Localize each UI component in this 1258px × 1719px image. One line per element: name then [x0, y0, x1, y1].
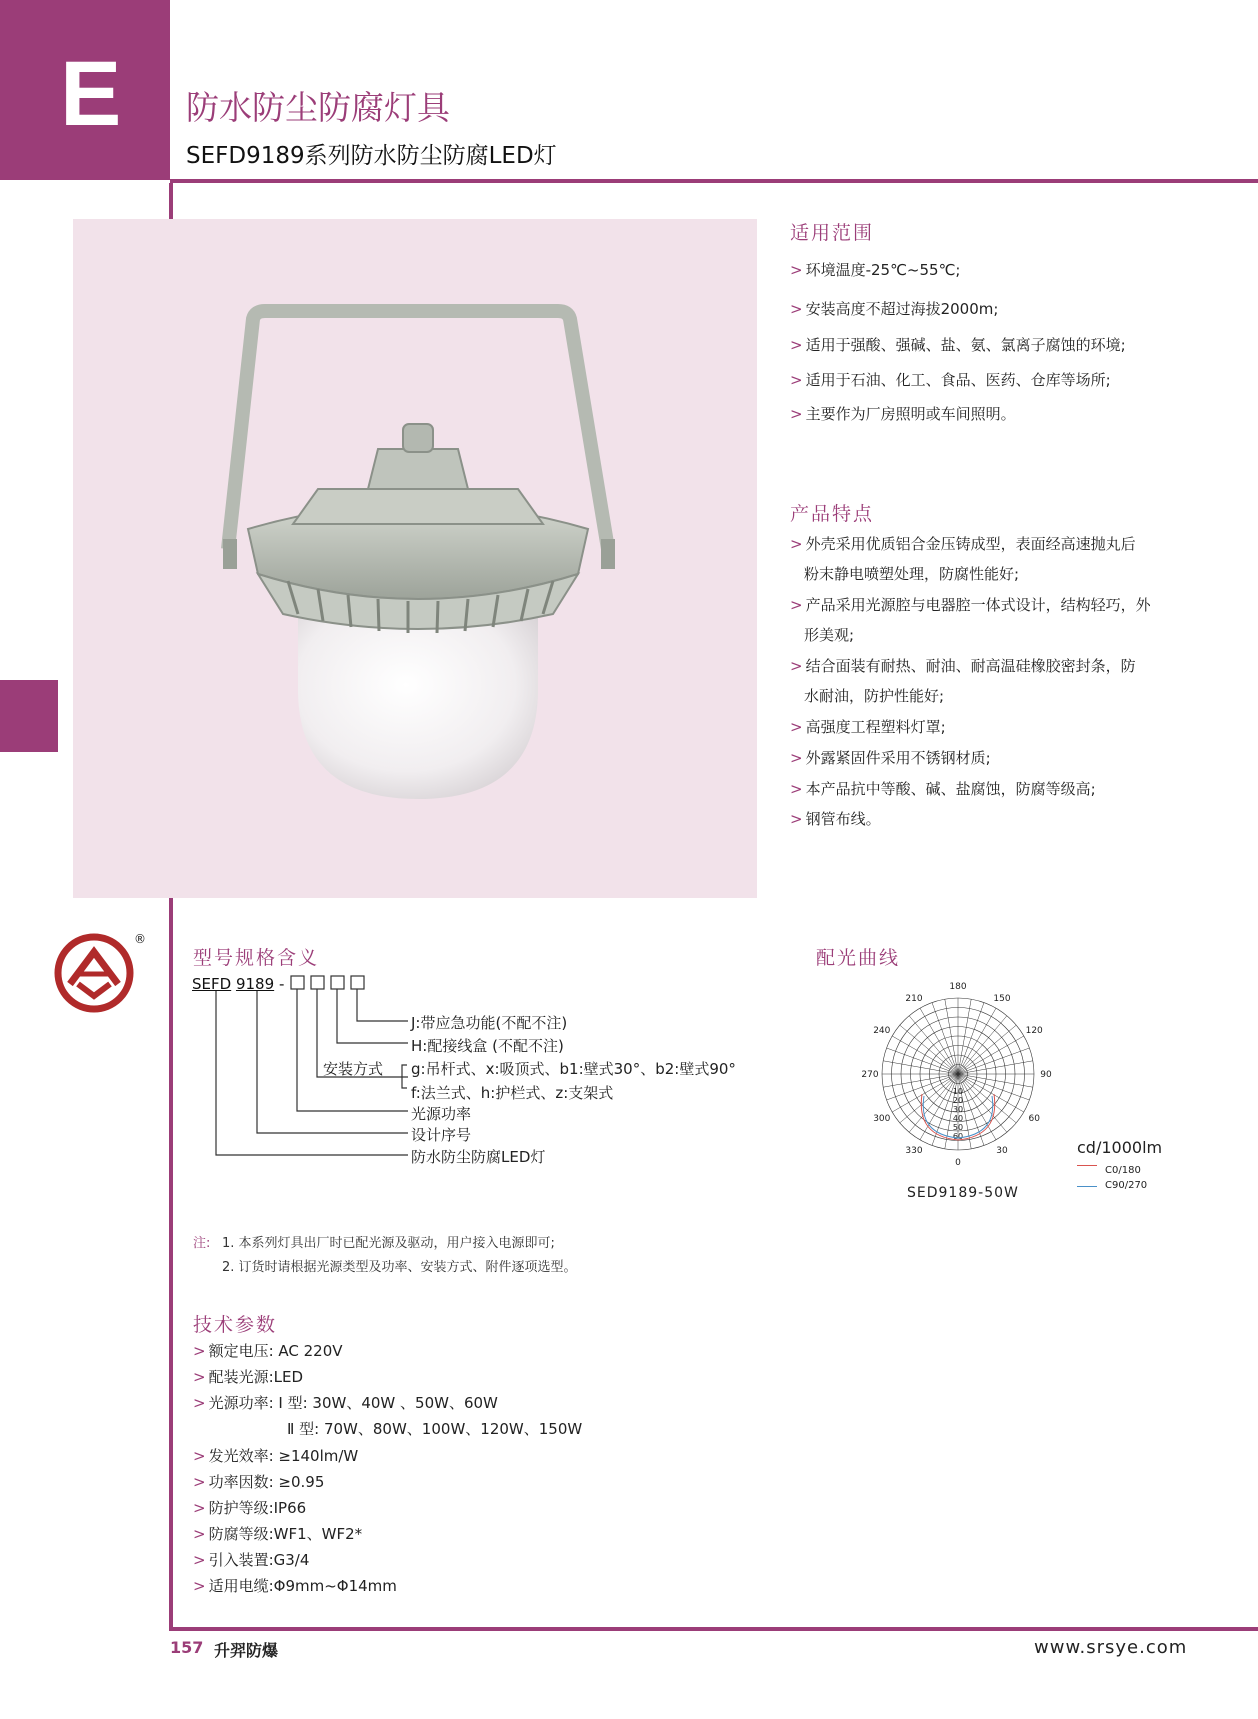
- feature-item: > 本产品抗中等酸、碱、盐腐蚀，防腐等级高;: [790, 780, 1096, 798]
- section-tab: [0, 0, 170, 180]
- angle-label: 30: [996, 1146, 1008, 1157]
- product-photo: [73, 219, 757, 898]
- legend-c0: C0/180: [1105, 1165, 1141, 1176]
- footer-website[interactable]: www.srsye.com: [1034, 1637, 1188, 1658]
- model-series: 9189: [235, 975, 275, 993]
- scope-heading: 适用范围: [790, 222, 875, 244]
- vertical-rule-top: [169, 183, 173, 219]
- model-desc-design: 设计序号: [411, 1126, 472, 1144]
- legend-c0-line: [1077, 1165, 1097, 1166]
- model-desc-h: H:配接线盒 (不配不注): [411, 1037, 564, 1055]
- param-item: > 防护等级:IP66: [193, 1499, 307, 1517]
- param-item: > 引入装置:G3/4: [193, 1551, 310, 1569]
- vertical-rule-bottom: [169, 898, 173, 1631]
- page-number: 157: [170, 1638, 204, 1657]
- registered-mark: ®: [134, 932, 146, 946]
- param-item: > 额定电压: AC 220V: [193, 1342, 343, 1360]
- param-item: > 配装光源:LED: [193, 1368, 304, 1386]
- legend-c90: C90/270: [1105, 1180, 1148, 1191]
- company-logo: [50, 932, 140, 1014]
- model-heading: 型号规格含义: [193, 947, 320, 969]
- angle-label: 210: [905, 993, 923, 1004]
- curve-caption: SED9189-50W: [907, 1185, 1019, 1201]
- page-subtitle: SEFD9189系列防水防尘防腐LED灯: [186, 143, 557, 169]
- param-item: > 光源功率: Ⅰ 型: 30W、40W 、50W、60W: [193, 1394, 498, 1412]
- note-1: 1. 本系列灯具出厂时已配光源及驱动，用户接入电源即可;: [222, 1236, 555, 1251]
- side-tab-marker: [0, 680, 58, 752]
- param-item: > 功率因数: ≥0.95: [193, 1473, 325, 1491]
- angle-label: 90: [1040, 1070, 1052, 1080]
- feature-item-cont: 形美观;: [804, 626, 855, 644]
- feature-item: > 外壳采用优质铝合金压铸成型，表面经高速抛丸后: [790, 535, 1136, 553]
- note-2: 2. 订货时请根据光源类型及功率、安装方式、附件逐项选型。: [222, 1260, 577, 1275]
- scope-item: > 主要作为厂房照明或车间照明。: [790, 405, 1016, 423]
- angle-label: 270: [861, 1070, 879, 1080]
- params-heading: 技术参数: [193, 1314, 278, 1336]
- lamp-illustration: [73, 219, 757, 898]
- curve-unit: cd/1000lm: [1077, 1138, 1163, 1157]
- radial-label: 10: [952, 1087, 964, 1096]
- header-divider: [170, 179, 1258, 183]
- curve-heading: 配光曲线: [816, 947, 901, 969]
- feature-item: > 结合面装有耐热、耐油、耐高温硅橡胶密封条，防: [790, 657, 1136, 675]
- model-desc-power: 光源功率: [411, 1105, 472, 1123]
- model-desc-j: J:带应急功能(不配不注): [411, 1014, 568, 1032]
- radial-label: 30: [952, 1105, 964, 1114]
- section-letter: E: [60, 43, 122, 145]
- feature-item-cont: 粉末静电喷塑处理，防腐性能好;: [804, 565, 1020, 583]
- scope-item: > 适用于石油、化工、食品、医药、仓库等场所;: [790, 371, 1111, 389]
- feature-item: > 高强度工程塑料灯罩;: [790, 718, 946, 736]
- notes-label: 注:: [193, 1236, 211, 1251]
- legend-c90-line: [1077, 1186, 1097, 1187]
- angle-label: 300: [873, 1114, 891, 1124]
- param-item: > 发光效率: ≥140lm/W: [193, 1447, 359, 1465]
- mount-options-1: g:吊杆式、x:吸顶式、b1:壁式30°、b2:壁式90°: [411, 1060, 736, 1078]
- radial-label: 20: [952, 1096, 964, 1105]
- angle-label: 120: [1025, 1026, 1043, 1036]
- footer-divider: [170, 1627, 1258, 1631]
- polar-chart: [858, 962, 1058, 1168]
- radial-label: 60: [952, 1132, 964, 1141]
- param-item: > 防腐等级:WF1、WF2*: [193, 1525, 363, 1543]
- angle-label: 180: [949, 982, 967, 992]
- param-item: > 适用电缆:Φ9mm~Φ14mm: [193, 1577, 397, 1595]
- features-heading: 产品特点: [790, 503, 875, 525]
- model-dash: -: [278, 975, 285, 993]
- scope-item: > 环境温度-25℃~55℃;: [790, 261, 961, 279]
- scope-item: > 适用于强酸、强碱、盐、氨、氯离子腐蚀的环境;: [790, 336, 1126, 354]
- feature-item-cont: 水耐油，防护性能好;: [804, 687, 945, 705]
- angle-label: 330: [905, 1146, 923, 1157]
- mount-options-2: f:法兰式、h:护栏式、z:支架式: [411, 1084, 614, 1102]
- feature-item: > 产品采用光源腔与电器腔一体式设计，结构轻巧，外: [790, 596, 1151, 614]
- model-desc-product: 防水防尘防腐LED灯: [411, 1148, 546, 1166]
- angle-label: 60: [1028, 1114, 1040, 1124]
- angle-label: 0: [955, 1158, 961, 1168]
- footer-brand: 升羿防爆: [214, 1641, 279, 1660]
- angle-label: 150: [993, 993, 1011, 1004]
- scope-item: > 安装高度不超过海拔2000m;: [790, 300, 999, 318]
- mount-label: 安装方式: [323, 1060, 384, 1078]
- angle-label: 240: [873, 1026, 891, 1036]
- model-prefix: SEFD: [192, 975, 232, 993]
- feature-item: > 钢管布线。: [790, 810, 881, 828]
- param-item-cont: Ⅱ 型: 70W、80W、100W、120W、150W: [287, 1420, 583, 1438]
- radial-label: 50: [952, 1123, 964, 1132]
- feature-item: > 外露紧固件采用不锈钢材质;: [790, 749, 991, 767]
- radial-label: 40: [952, 1114, 964, 1123]
- page-title: 防水防尘防腐灯具: [186, 88, 450, 127]
